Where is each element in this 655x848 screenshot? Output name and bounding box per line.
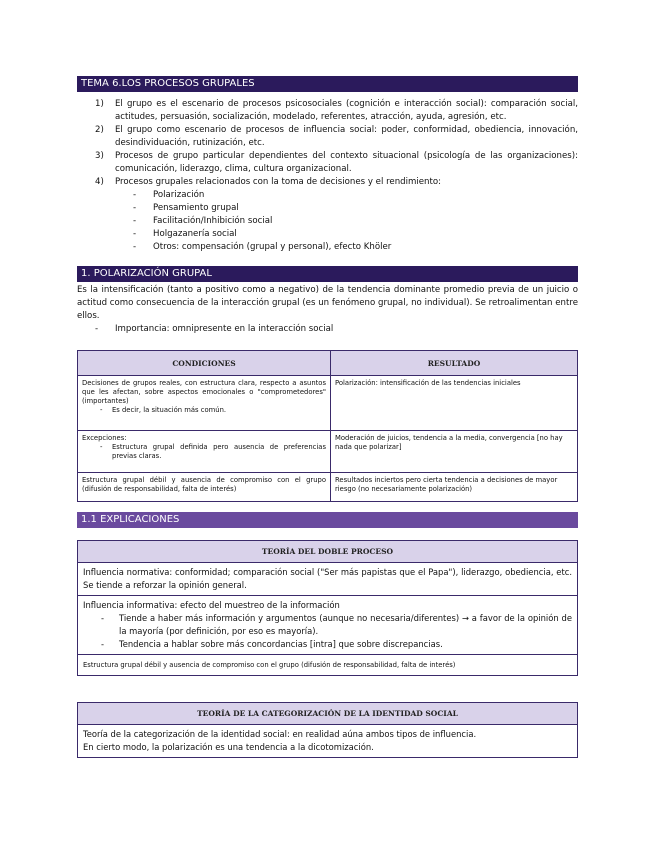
chapter-title-bar: TEMA 6.LOS PROCESOS GRUPALES: [77, 76, 578, 92]
table-cell: Excepciones: - Estructura grupal definida pero ausencia de preferencias previas claras.: [78, 431, 331, 473]
list-item: 1) El grupo es el escenario de procesos psicosociales (cognición e interacción social): comparación social, actitudes, persuasión, socialización, modelado, referentes, atracción, ayuda, agresión, etc.: [95, 99, 578, 122]
polarizacion-definition: Es la intensificación (tanto a positivo como a negativo) de la tendencia dominante promedio previa de un juicio o actitud como consecuencia de la interacción grupal (es un fenómeno grupal, no individual). Se retroalimentan entre ellos.: [77, 285, 578, 321]
list-item: - Polarización: [133, 190, 205, 200]
table-cell: Estructura grupal débil y ausencia de compromiso con el grupo (difusión de responsabilidad, falta de interés): [78, 473, 331, 502]
table-header-row: [78, 351, 578, 376]
list-item: - Holgazanería social: [133, 229, 237, 239]
column-header-condiciones: CONDICIONES: [78, 351, 331, 376]
dual-process-footer: Estructura grupal débil y ausencia de compromiso con el grupo (difusión de responsabilidad, falta de interés): [83, 661, 456, 669]
list-item: - Facilitación/Inhibición social: [133, 216, 273, 226]
list-item: 4) Procesos grupales relacionados con la toma de decisiones y el rendimiento:: [95, 177, 442, 187]
intro-numbered-list: [95, 98, 578, 189]
identity-theory-title: TEORÍA DE LA CATEGORIZACIÓN DE LA IDENTIDAD SOCIAL: [78, 703, 577, 725]
importance-bullet: - Importancia: omnipresente en la interacción social: [95, 324, 334, 334]
identity-theory-box: [77, 702, 578, 758]
identity-theory-text: Teoría de la categorización de la identidad social: en realidad aúna ambos tipos de influencia. En cierto modo, la polarización es una tendencia a la dicotomización.: [83, 729, 477, 752]
dual-process-title: TEORÍA DEL DOBLE PROCESO: [78, 541, 577, 563]
list-item: 3) Procesos de grupo particular dependientes del contexto situacional (psicología de las organizaciones): comunicación, liderazgo, clima, cultura organizacional.: [95, 151, 578, 174]
table-row: [78, 431, 578, 473]
list-item: 2) El grupo como escenario de procesos de influencia social: poder, conformidad, obediencia, innovación, desindividuación, rutinización, etc.: [95, 125, 578, 148]
decision-process-sublist: [133, 189, 391, 254]
conditions-results-table: [77, 350, 578, 502]
table-cell: Moderación de juicios, tendencia a la media, convergencia [no hay nada que polarizar]: [331, 431, 578, 473]
table-row: [78, 376, 578, 431]
dual-process-box: [77, 540, 578, 676]
list-item: - Otros: compensación (grupal y personal), efecto Khöler: [133, 242, 392, 252]
section-title-polarizacion: 1. POLARIZACIÓN GRUPAL: [77, 266, 578, 282]
column-header-resultado: RESULTADO: [331, 351, 578, 376]
list-item: - Pensamiento grupal: [133, 203, 239, 213]
table-cell: Polarización: intensificación de las tendencias iniciales: [331, 376, 578, 431]
informative-influence: Influencia informativa: efecto del muestreo de la información - Tiende a haber más información y argumentos (aunque no necesaria/diferentes) → a favor de la opinión de la mayoría (por definición, por eso es mayoría). - Tendencia a hablar sobre más concordancias [intra] que sobre discrepancias.: [78, 596, 577, 655]
table-cell: Decisiones de grupos reales, con estructura clara, respecto a asuntos que les afectan, sobre aspectos emocionales o "comprometedores" (importantes) - Es decir, la situación más común.: [78, 376, 331, 431]
table-cell: Resultados inciertos pero cierta tendencia a decisiones de mayor riesgo (no necesariamente polarización): [331, 473, 578, 502]
normative-influence: Influencia normativa: conformidad; comparación social ("Ser más papistas que el Papa"), liderazgo, obediencia, etc. Se tiende a reforzar la opinión general.: [78, 563, 577, 596]
section-title-explicaciones: 1.1 EXPLICACIONES: [77, 512, 578, 528]
table-row: [78, 473, 578, 502]
